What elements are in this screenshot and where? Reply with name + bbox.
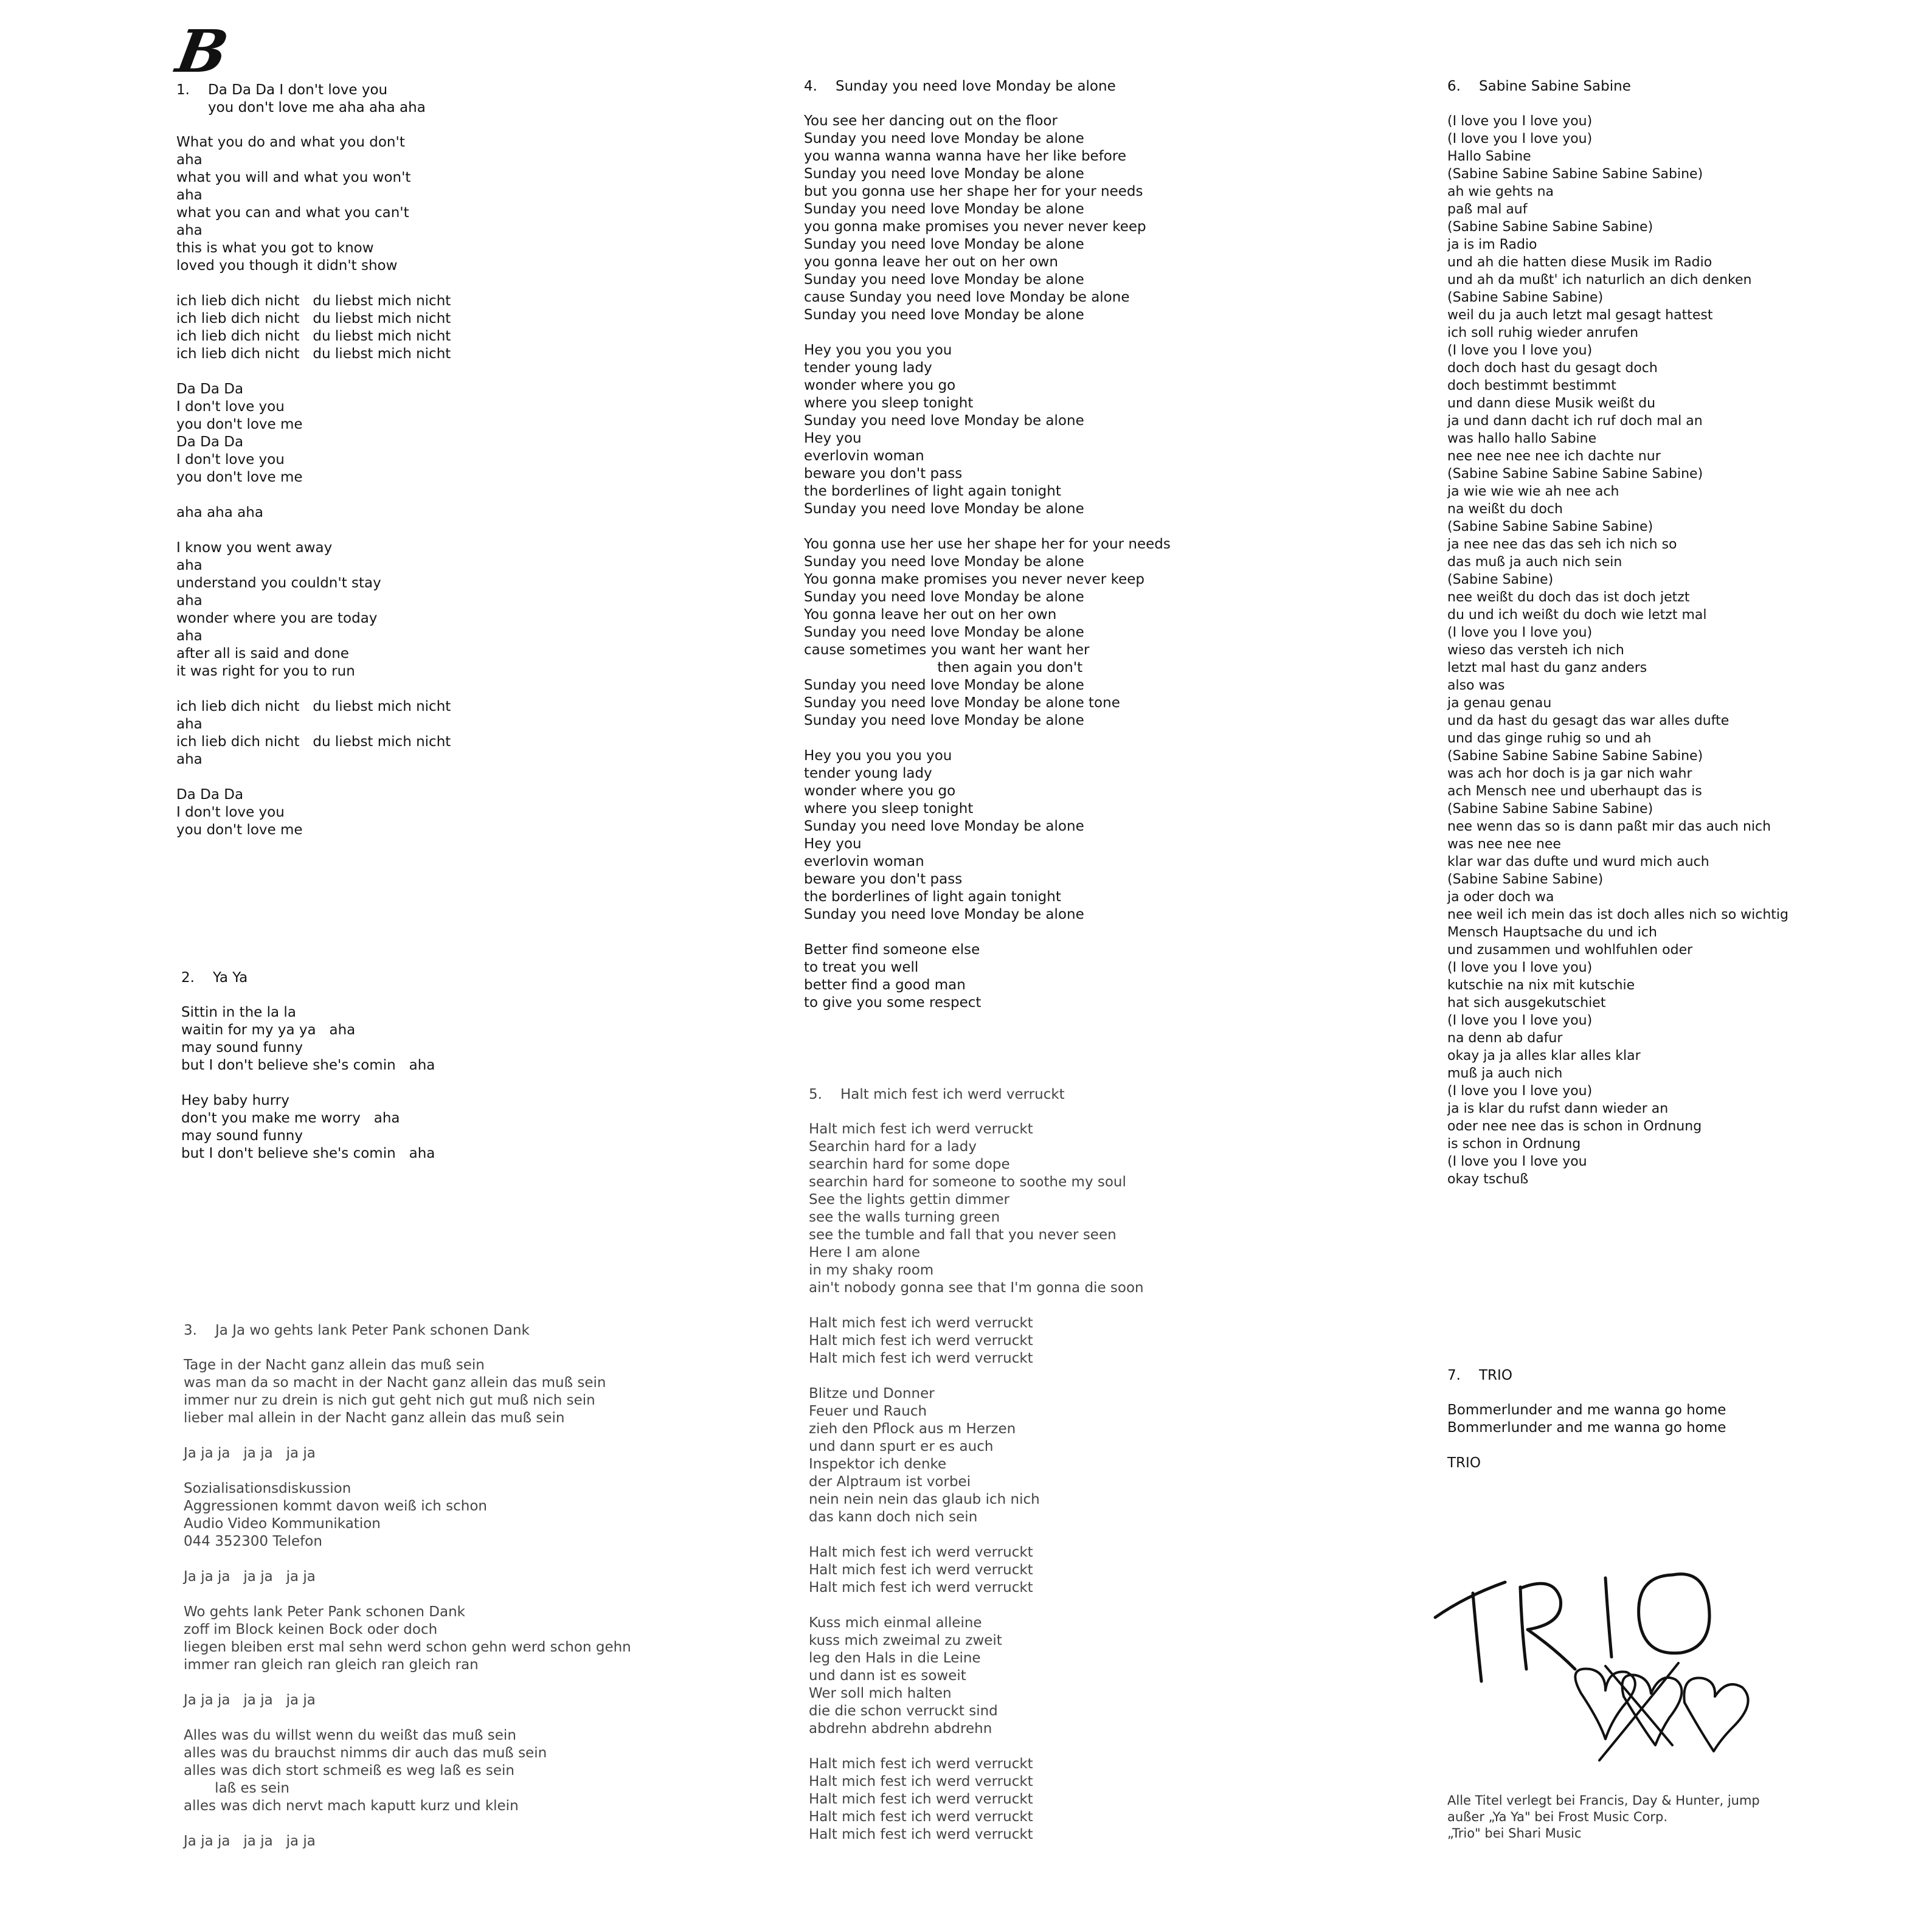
lyric-line: Inspektor ich denke xyxy=(809,1456,947,1472)
lyric-line xyxy=(804,324,1171,342)
lyric-line: ich lieb dich nicht du liebst mich nicht xyxy=(176,699,451,714)
lyric-line: Hey you you you you xyxy=(804,342,952,358)
lyric-line: ich lieb dich nicht du liebst mich nicht xyxy=(176,346,451,362)
lyric-line: you don't love me xyxy=(176,417,303,432)
lyrics-lines xyxy=(1447,1402,1726,1472)
lyric-line: the borderlines of light again tonight xyxy=(804,483,1061,499)
lyric-line: you don't love me xyxy=(176,469,303,485)
lyric-line: Wo gehts lank Peter Pank schonen Dank xyxy=(184,1604,465,1620)
lyric-line: Halt mich fest ich werd verruckt xyxy=(809,1562,1033,1578)
lyric-line: hat sich ausgekutschiet xyxy=(1447,995,1606,1011)
lyric-line: kuss mich zweimal zu zweit xyxy=(809,1633,1002,1648)
lyric-line: Sittin in the la la xyxy=(181,1005,296,1020)
lyric-line: ja wie wie wie ah nee ach xyxy=(1447,484,1619,499)
lyric-line xyxy=(176,680,451,698)
lyric-line: may sound funny xyxy=(181,1040,303,1056)
lyric-line: Sunday you need love Monday be alone xyxy=(804,589,1084,605)
lyric-line: Sunday you need love Monday be alone xyxy=(804,201,1084,217)
lyric-line: zoff im Block keinen Bock oder doch xyxy=(184,1622,438,1638)
lyric-line: better find a good man xyxy=(804,977,966,993)
lyric-line: TRIO xyxy=(1447,1455,1481,1471)
lyric-line: Sunday you need love Monday be alone xyxy=(804,307,1084,323)
lyric-line: I don't love you xyxy=(176,804,285,820)
lyric-line: Sunday you need love Monday be alone xyxy=(804,237,1084,252)
lyric-line: laß es sein xyxy=(184,1780,290,1796)
lyrics-lines xyxy=(804,112,1171,1012)
lyric-line: na denn ab dafur xyxy=(1447,1031,1563,1046)
lyric-line: das kann doch nich sein xyxy=(809,1509,978,1525)
lyric-line: understand you couldn't stay xyxy=(176,575,381,591)
lyric-line: was nee nee nee xyxy=(1447,837,1561,852)
lyric-line: (Sabine Sabine Sabine Sabine) xyxy=(1447,519,1653,534)
lyric-line: Ja ja ja ja ja ja ja xyxy=(184,1569,316,1585)
lyric-line: Sozialisationsdiskussion xyxy=(184,1481,351,1496)
lyric-line: wonder where you go xyxy=(804,378,956,393)
lyric-line: What you do and what you don't xyxy=(176,134,405,150)
song-title xyxy=(804,78,1171,95)
lyric-line: you gonna make promises you never never keep xyxy=(804,219,1146,235)
lyric-line: lieber mal allein in der Nacht ganz allein das muß sein xyxy=(184,1410,565,1426)
lyric-line: Better find someone else xyxy=(804,942,980,958)
lyric-line: du und ich weißt du doch wie letzt mal xyxy=(1447,607,1707,623)
lyric-line: und dann spurt er es auch xyxy=(809,1439,994,1454)
lyric-line: (Sabine Sabine) xyxy=(1447,572,1554,587)
lyric-line xyxy=(176,275,451,292)
lyric-line xyxy=(176,769,451,786)
lyric-line: was man da so macht in der Nacht ganz allein das muß sein xyxy=(184,1375,606,1391)
lyric-line: but I don't believe she's comin aha xyxy=(181,1146,435,1161)
lyric-line: Halt mich fest ich werd verruckt xyxy=(809,1544,1033,1560)
lyric-line: but you gonna use her shape her for your needs xyxy=(804,184,1143,199)
lyric-line: aha xyxy=(176,223,203,238)
lyric-line: tender young lady xyxy=(804,360,932,376)
song-4 xyxy=(804,78,1171,1012)
lyric-line: klar war das dufte und wurd mich auch xyxy=(1447,854,1709,870)
lyric-line: Halt mich fest ich werd verruckt xyxy=(809,1580,1033,1596)
song-3 xyxy=(184,1322,631,1850)
lyric-line: ich lieb dich nicht du liebst mich nicht xyxy=(176,293,451,309)
lyric-line: wonder where you are today xyxy=(176,610,378,626)
lyric-line: what you can and what you can't xyxy=(176,205,409,221)
lyric-line: na weißt du doch xyxy=(1447,502,1563,517)
lyric-line: Ja ja ja ja ja ja ja xyxy=(184,1445,316,1461)
lyric-line xyxy=(804,924,1171,941)
side-label: B xyxy=(171,17,234,86)
lyric-line: where you sleep tonight xyxy=(804,395,974,411)
lyric-line: und ah die hatten diese Musik im Radio xyxy=(1447,255,1712,270)
lyric-line: oder nee nee das is schon in Ordnung xyxy=(1447,1119,1702,1134)
lyric-line: Aggressionen kommt davon weiß ich schon xyxy=(184,1498,487,1514)
lyric-line: ja is klar du rufst dann wieder an xyxy=(1447,1101,1669,1116)
lyric-line xyxy=(181,1074,435,1092)
lyric-line: der Alptraum ist vorbei xyxy=(809,1474,971,1490)
lyric-line: Halt mich fest ich werd verruckt xyxy=(809,1333,1033,1349)
lyric-line: zieh den Pflock aus m Herzen xyxy=(809,1421,1016,1437)
lyric-line xyxy=(184,1815,631,1833)
lyric-line: alles was dich stort schmeiß es weg laß es sein xyxy=(184,1763,514,1779)
lyric-line: (Sabine Sabine Sabine Sabine Sabine) xyxy=(1447,466,1703,482)
lyric-line: I know you went away xyxy=(176,540,333,556)
lyric-line: Halt mich fest ich werd verruckt xyxy=(809,1827,1033,1842)
lyric-line: und dann ist es soweit xyxy=(809,1668,966,1684)
lyric-line: (Sabine Sabine Sabine Sabine) xyxy=(1447,801,1653,817)
lyric-line: you gonna leave her out on her own xyxy=(804,254,1058,270)
lyrics-lines xyxy=(181,1004,435,1163)
trio-signature xyxy=(1423,1544,1764,1776)
song-title-text: Ya Ya xyxy=(213,970,248,986)
lyric-line: ich soll ruhig wieder anrufen xyxy=(1447,325,1639,341)
lyric-line: Sunday you need love Monday be alone xyxy=(804,501,1084,517)
lyric-line xyxy=(184,1462,631,1480)
lyric-line: Sunday you need love Monday be alone xyxy=(804,818,1084,834)
lyric-line: I don't love you xyxy=(176,452,285,468)
lyric-line: wonder where you go xyxy=(804,783,956,799)
lyric-line: (I love you I love you) xyxy=(1447,114,1593,129)
lyric-line: ah wie gehts na xyxy=(1447,184,1554,199)
lyric-line xyxy=(809,1297,1144,1315)
lyric-line: Hey you you you you xyxy=(804,748,952,764)
song-number: 2. xyxy=(181,970,195,986)
lyric-line: (Sabine Sabine Sabine Sabine Sabine) xyxy=(1447,749,1703,764)
lyric-line xyxy=(1447,1437,1726,1454)
lyric-line: Ja ja ja ja ja ja ja xyxy=(184,1833,316,1849)
lyric-line: Blitze und Donner xyxy=(809,1386,935,1402)
lyric-line xyxy=(809,1368,1144,1385)
lyric-line: alles was dich nervt mach kaputt kurz und klein xyxy=(184,1798,519,1814)
lyric-line: Halt mich fest ich werd verruckt xyxy=(809,1809,1033,1825)
lyric-line: tender young lady xyxy=(804,766,932,781)
song-title xyxy=(1447,1367,1726,1385)
lyric-line: You see her dancing out on the floor xyxy=(804,113,1058,129)
lyric-line: letzt mal hast du ganz anders xyxy=(1447,660,1647,676)
song-title-text: Halt mich fest ich werd verruckt xyxy=(840,1087,1065,1102)
lyric-line: weil du ja auch letzt mal gesagt hattest xyxy=(1447,308,1713,323)
lyric-line: okay tschuß xyxy=(1447,1172,1529,1187)
song-title xyxy=(176,81,451,99)
lyric-line: you don't love me xyxy=(176,822,303,838)
lyric-line: also was xyxy=(1447,678,1505,693)
lyric-line: Alles was du willst wenn du weißt das muß sein xyxy=(184,1728,516,1743)
lyric-line: immer nur zu drein is nich gut geht nich gut muß nich sein xyxy=(184,1392,595,1408)
lyric-line: (I love you I love you) xyxy=(1447,1013,1593,1028)
lyric-line: aha aha aha xyxy=(176,505,263,521)
lyric-line: ach Mensch nee und uberhaupt das is xyxy=(1447,784,1702,799)
lyric-line xyxy=(804,518,1171,536)
lyric-line: nein nein nein das glaub ich nich xyxy=(809,1492,1040,1507)
lyric-line: ich lieb dich nicht du liebst mich nicht xyxy=(176,734,451,750)
credits-line: Alle Titel verlegt bei Francis, Day & Hunter, jump xyxy=(1447,1793,1760,1808)
lyric-line: Sunday you need love Monday be alone xyxy=(804,413,1084,429)
lyric-line: see the walls turning green xyxy=(809,1209,1000,1225)
song-title-text: Ja Ja wo gehts lank Peter Pank schonen Dank xyxy=(215,1323,530,1338)
lyric-line: muß ja auch nich xyxy=(1447,1066,1563,1081)
lyric-line: You gonna leave her out on her own xyxy=(804,607,1057,623)
lyric-line: (Sabine Sabine Sabine) xyxy=(1447,872,1604,887)
lyric-line: Feuer und Rauch xyxy=(809,1403,927,1419)
lyric-line: Wer soll mich halten xyxy=(809,1686,952,1701)
lyric-line xyxy=(176,486,451,504)
lyric-line: what you will and what you won't xyxy=(176,170,411,185)
lyric-line: Da Da Da xyxy=(176,787,244,803)
lyric-line: Hallo Sabine xyxy=(1447,149,1531,164)
song-title-text: Da Da Da I don't love you xyxy=(208,82,388,98)
lyric-line: (I love you I love you) xyxy=(1447,343,1593,358)
lyric-line: (I love you I love you) xyxy=(1447,131,1593,147)
lyric-line: wieso das versteh ich nich xyxy=(1447,643,1624,658)
song-7 xyxy=(1447,1367,1726,1472)
lyric-line: may sound funny xyxy=(181,1128,303,1144)
lyric-line: und zusammen und wohlfuhlen oder xyxy=(1447,942,1693,958)
lyric-line: after all is said and done xyxy=(176,646,349,662)
lyric-line: und dann diese Musik weißt du xyxy=(1447,396,1656,411)
lyric-line: aha xyxy=(176,752,203,767)
lyric-line xyxy=(184,1427,631,1445)
lyric-line: then again you don't xyxy=(804,660,1083,676)
lyrics-lines xyxy=(1447,112,1788,1188)
lyric-line: Da Da Da xyxy=(176,381,244,397)
song-title-text: TRIO xyxy=(1479,1368,1512,1383)
lyric-line: und das ginge ruhig so und ah xyxy=(1447,731,1652,746)
lyric-line: everlovin woman xyxy=(804,448,924,464)
lyric-line: Hey you xyxy=(804,431,862,446)
lyric-line: Audio Video Kommunikation xyxy=(184,1516,381,1532)
lyric-line: ja is im Radio xyxy=(1447,237,1537,252)
lyric-line: (I love you I love you xyxy=(1447,1154,1587,1169)
lyric-line: das muß ja auch nich sein xyxy=(1447,555,1622,570)
lyric-line: immer ran gleich ran gleich ran gleich ran xyxy=(184,1657,479,1673)
lyric-line: Kuss mich einmal alleine xyxy=(809,1615,982,1631)
lyric-line xyxy=(809,1526,1144,1544)
lyric-line: ain't nobody gonna see that I'm gonna die soon xyxy=(809,1280,1144,1296)
song-6 xyxy=(1447,78,1788,1188)
lyric-line: Halt mich fest ich werd verruckt xyxy=(809,1121,1033,1137)
lyric-line: ich lieb dich nicht du liebst mich nicht xyxy=(176,328,451,344)
lyric-line: Mensch Hauptsache du und ich xyxy=(1447,925,1657,940)
song-1 xyxy=(176,81,451,839)
lyric-line: see the tumble and fall that you never seen xyxy=(809,1227,1117,1243)
lyric-line: aha xyxy=(176,593,203,609)
lyric-line: doch doch hast du gesagt doch xyxy=(1447,361,1658,376)
lyric-line: und ah da mußt' ich naturlich an dich denken xyxy=(1447,272,1752,288)
lyric-line: nee nee nee nee ich dachte nur xyxy=(1447,449,1661,464)
lyric-line: where you sleep tonight xyxy=(804,801,974,817)
lyric-line xyxy=(184,1586,631,1603)
lyric-line: okay ja ja alles klar alles klar xyxy=(1447,1048,1641,1063)
lyric-line: to treat you well xyxy=(804,960,919,975)
song-number: 3. xyxy=(184,1323,197,1338)
lyric-line: everlovin woman xyxy=(804,854,924,870)
lyric-line: searchin hard for someone to soothe my soul xyxy=(809,1174,1126,1190)
lyric-line: beware you don't pass xyxy=(804,871,963,887)
lyric-line: alles was du brauchst nimms dir auch das muß sein xyxy=(184,1745,547,1761)
lyric-line: loved you though it didn't show xyxy=(176,258,398,274)
lyric-line: the borderlines of light again tonight xyxy=(804,889,1061,905)
lyric-line: Bommerlunder and me wanna go home xyxy=(1447,1402,1726,1418)
lyric-line: I don't love you xyxy=(176,399,285,415)
lyrics-lines xyxy=(176,134,451,839)
lyric-line: it was right for you to run xyxy=(176,663,355,679)
lyric-line: Halt mich fest ich werd verruckt xyxy=(809,1774,1033,1790)
lyric-line xyxy=(176,363,451,381)
hearts-doodle-icon xyxy=(1575,1663,1748,1760)
credits-line: „Trio" bei Shari Music xyxy=(1447,1826,1582,1841)
lyric-line: Sunday you need love Monday be alone xyxy=(804,272,1084,288)
lyric-line: ja nee nee das das seh ich nich so xyxy=(1447,537,1677,552)
song-number: 7. xyxy=(1447,1368,1461,1383)
lyric-line: ja oder doch wa xyxy=(1447,890,1554,905)
lyric-line: die die schon verruckt sind xyxy=(809,1703,998,1719)
lyric-line: ich lieb dich nicht du liebst mich nicht xyxy=(176,311,451,327)
song-title xyxy=(184,1322,631,1340)
song-5 xyxy=(809,1086,1144,1844)
lyric-line: in my shaky room xyxy=(809,1262,934,1278)
lyric-line: Halt mich fest ich werd verruckt xyxy=(809,1756,1033,1772)
lyric-line: cause Sunday you need love Monday be alone xyxy=(804,289,1130,305)
lyric-line: Sunday you need love Monday be alone xyxy=(804,131,1084,147)
lyric-line: Sunday you need love Monday be alone xyxy=(804,713,1084,728)
lyric-line: leg den Hals in die Leine xyxy=(809,1650,981,1666)
lyric-line: but I don't believe she's comin aha xyxy=(181,1057,435,1073)
lyric-line: Da Da Da xyxy=(176,434,244,450)
lyric-line xyxy=(184,1709,631,1727)
lyrics-lines xyxy=(809,1121,1144,1844)
song-number: 6. xyxy=(1447,78,1461,94)
lyric-line: cause sometimes you want her want her xyxy=(804,642,1090,658)
lyric-line: aha xyxy=(176,152,203,168)
song-number: 1. xyxy=(176,82,190,98)
lyric-line: aha xyxy=(176,187,203,203)
lyric-line: ja genau genau xyxy=(1447,696,1552,711)
lyric-line: abdrehn abdrehn abdrehn xyxy=(809,1721,992,1737)
lyric-line: Halt mich fest ich werd verruckt xyxy=(809,1351,1033,1366)
lyric-line: waitin for my ya ya aha xyxy=(181,1022,356,1038)
lyric-line: to give you some respect xyxy=(804,995,982,1011)
song-title-text: Sabine Sabine Sabine xyxy=(1479,78,1631,94)
lyric-line: don't you make me worry aha xyxy=(181,1110,400,1126)
lyric-line: was hallo hallo Sabine xyxy=(1447,431,1597,446)
lyric-line: Tage in der Nacht ganz allein das muß sein xyxy=(184,1357,485,1373)
lyric-line: Sunday you need love Monday be alone xyxy=(804,907,1084,922)
lyric-line: liegen bleiben erst mal sehn werd schon gehn werd schon gehn xyxy=(184,1639,631,1655)
lyric-line xyxy=(804,730,1171,747)
lyric-line: Bommerlunder and me wanna go home xyxy=(1447,1420,1726,1436)
lyric-line: (I love you I love you) xyxy=(1447,625,1593,640)
lyric-line: (Sabine Sabine Sabine) xyxy=(1447,290,1604,305)
lyric-line: You gonna make promises you never never keep xyxy=(804,572,1144,587)
lyric-line: (Sabine Sabine Sabine Sabine Sabine) xyxy=(1447,167,1703,182)
song-title xyxy=(1447,78,1788,95)
lyric-line: See the lights gettin dimmer xyxy=(809,1192,1010,1208)
lyric-line: nee wenn das so is dann paßt mir das auch nich xyxy=(1447,819,1771,834)
lyric-line: 044 352300 Telefon xyxy=(184,1534,322,1549)
song-title xyxy=(809,1086,1144,1104)
lyric-line: paß mal auf xyxy=(1447,202,1528,217)
lyric-line: Sunday you need love Monday be alone xyxy=(804,677,1084,693)
lyric-line: kutschie na nix mit kutschie xyxy=(1447,978,1635,993)
lyric-line: Ja ja ja ja ja ja ja xyxy=(184,1692,316,1708)
lyric-line xyxy=(809,1597,1144,1614)
lyric-line: (I love you I love you) xyxy=(1447,1084,1593,1099)
song-title xyxy=(181,969,435,987)
lyric-line: doch bestimmt bestimmt xyxy=(1447,378,1616,393)
lyric-line: is schon in Ordnung xyxy=(1447,1136,1581,1152)
lyric-line: searchin hard for some dope xyxy=(809,1157,1010,1172)
lyric-line: Searchin hard for a lady xyxy=(809,1139,977,1155)
lyric-line: und da hast du gesagt das war alles dufte xyxy=(1447,713,1729,728)
lyric-line xyxy=(184,1674,631,1692)
publishing-credits xyxy=(1447,1793,1760,1842)
lyric-line: ja und dann dacht ich ruf doch mal an xyxy=(1447,413,1703,429)
lyric-line: aha xyxy=(176,558,203,573)
song-title-text-2: you don't love me aha aha aha xyxy=(208,100,426,116)
lyric-line: You gonna use her use her shape her for your needs xyxy=(804,536,1171,552)
lyric-line: (I love you I love you) xyxy=(1447,960,1593,975)
credits-line: außer „Ya Ya" bei Frost Music Corp. xyxy=(1447,1810,1668,1824)
lyric-line: Sunday you need love Monday be alone xyxy=(804,554,1084,570)
lyric-line: Here I am alone xyxy=(809,1245,921,1261)
song-title-line-2 xyxy=(176,99,451,117)
lyric-line: aha xyxy=(176,628,203,644)
lyric-line: Halt mich fest ich werd verruckt xyxy=(809,1315,1033,1331)
lyric-line: Sunday you need love Monday be alone tone xyxy=(804,695,1120,711)
lyric-line: you wanna wanna wanna have her like before xyxy=(804,148,1126,164)
lyric-line: this is what you got to know xyxy=(176,240,374,256)
song-number: 5. xyxy=(809,1087,822,1102)
lyric-line: (Sabine Sabine Sabine Sabine) xyxy=(1447,220,1653,235)
lyric-line: Hey baby hurry xyxy=(181,1093,289,1108)
lyrics-lines xyxy=(184,1357,631,1850)
lyric-line xyxy=(184,1551,631,1568)
song-2 xyxy=(181,969,435,1163)
lyric-line: aha xyxy=(176,716,203,732)
song-title-text: Sunday you need love Monday be alone xyxy=(836,78,1116,94)
lyric-line: beware you don't pass xyxy=(804,466,963,482)
song-number: 4. xyxy=(804,78,817,94)
lyric-line: Sunday you need love Monday be alone xyxy=(804,624,1084,640)
lyric-line xyxy=(176,522,451,539)
lyric-line: nee weil ich mein das ist doch alles nich so wichtig xyxy=(1447,907,1789,922)
lyric-line: Halt mich fest ich werd verruckt xyxy=(809,1791,1033,1807)
lyric-line: nee weißt du doch das ist doch jetzt xyxy=(1447,590,1690,605)
lyric-line: Hey you xyxy=(804,836,862,852)
lyric-line: Sunday you need love Monday be alone xyxy=(804,166,1084,182)
lyric-line: was ach hor doch is ja gar nich wahr xyxy=(1447,766,1692,781)
lyric-line xyxy=(809,1738,1144,1755)
